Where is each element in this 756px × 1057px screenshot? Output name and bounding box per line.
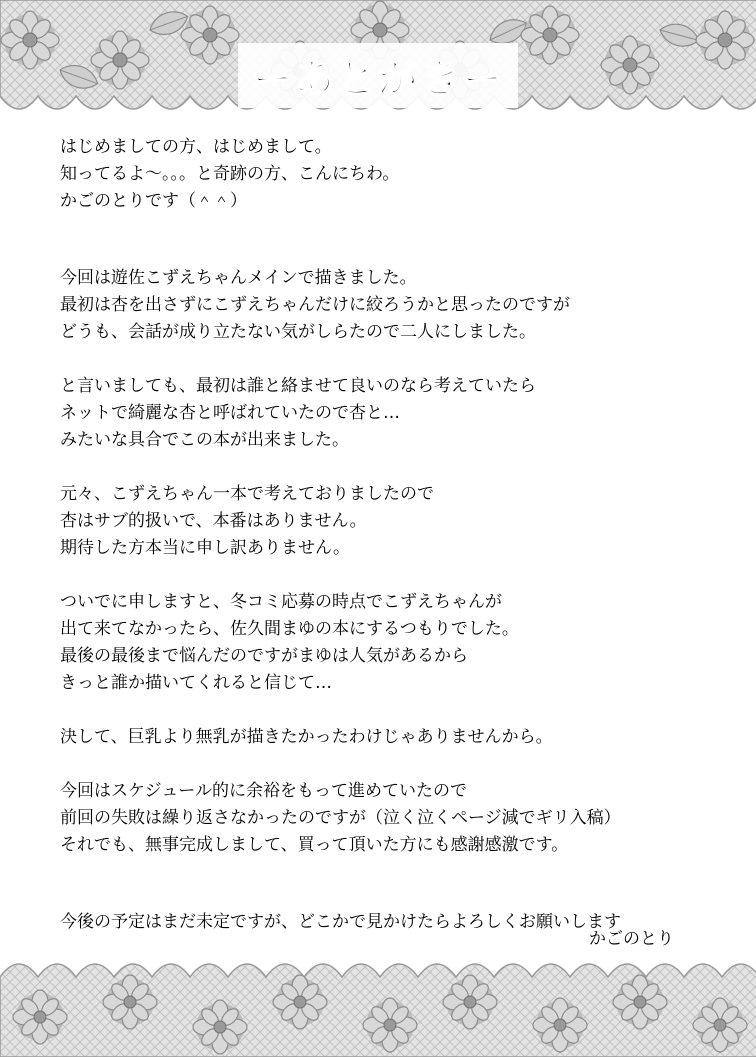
paragraph-disclaimer [60,724,710,751]
text-line: 決して、巨乳より無乳が描きたかったわけじゃありませんから。 [60,727,553,747]
afterword-body [60,134,710,936]
text-line: 今回はスケジュール的に余裕をもって進めていたので [60,781,467,801]
author-signature: かごのとり [589,929,674,949]
paragraph-apology [60,481,710,562]
text-line: かごのとりです（＾＾） [60,191,247,211]
text-line: 期待した方本当に申し訳ありません。 [60,538,351,558]
paragraph-greeting [60,134,710,215]
text-line: ついでに申しますと、冬コミ応募の時点でこずえちゃんが [60,592,502,612]
paragraph-alternative-plan [60,589,710,697]
text-line: 最初は杏を出さずにこずえちゃんだけに絞ろうかと思ったのですが [60,295,570,315]
text-line: と言いましても、最初は誰と絡ませて良いのなら考えていたら [60,376,536,396]
text-line: 今後の予定はまだ未定ですが、どこかで見かけたらよろしくお願いします [60,912,621,932]
text-line: どうも、会話が成り立たない気がしらたので二人にしました。 [60,322,536,342]
page-title: ーあとがきー [238,43,518,108]
lace-pattern-bottom-icon [0,947,756,1057]
text-line: 今回は遊佐こずえちゃんメインで描きました。 [60,268,417,288]
paragraph-schedule [60,778,710,859]
text-line: 前回の失敗は繰り返さなかったのですが（泣く泣くページ減でギリ入稿） [60,808,621,828]
lace-border-bottom [0,947,756,1057]
text-line: ネットで綺麗な杏と呼ばれていたので杏と… [60,403,400,423]
text-line: 最後の最後まで悩んだのですがまゆは人気があるから [60,646,468,666]
text-line: 知ってるよ〜。。。と奇跡の方、こんにちわ。 [60,164,400,184]
text-line: はじめましての方、はじめまして。 [60,137,332,157]
paragraph-main-character [60,265,710,346]
text-line: みたいな具合でこの本が出来ました。 [60,430,349,450]
text-line: きっと誰か描いてくれると信じて… [60,673,332,693]
text-line: 元々、こずえちゃん一本で考えておりましたので [60,484,434,504]
text-line: 杏はサブ的扱いで、本番はありません。 [60,511,367,531]
title-area [0,30,756,120]
text-line: 出て来てなかったら、佐久間まゆの本にするつもりでした。 [60,619,519,639]
text-line: それでも、無事完成しまして、買って頂いた方にも感謝感激です。 [60,835,569,855]
paragraph-pairing [60,373,710,454]
